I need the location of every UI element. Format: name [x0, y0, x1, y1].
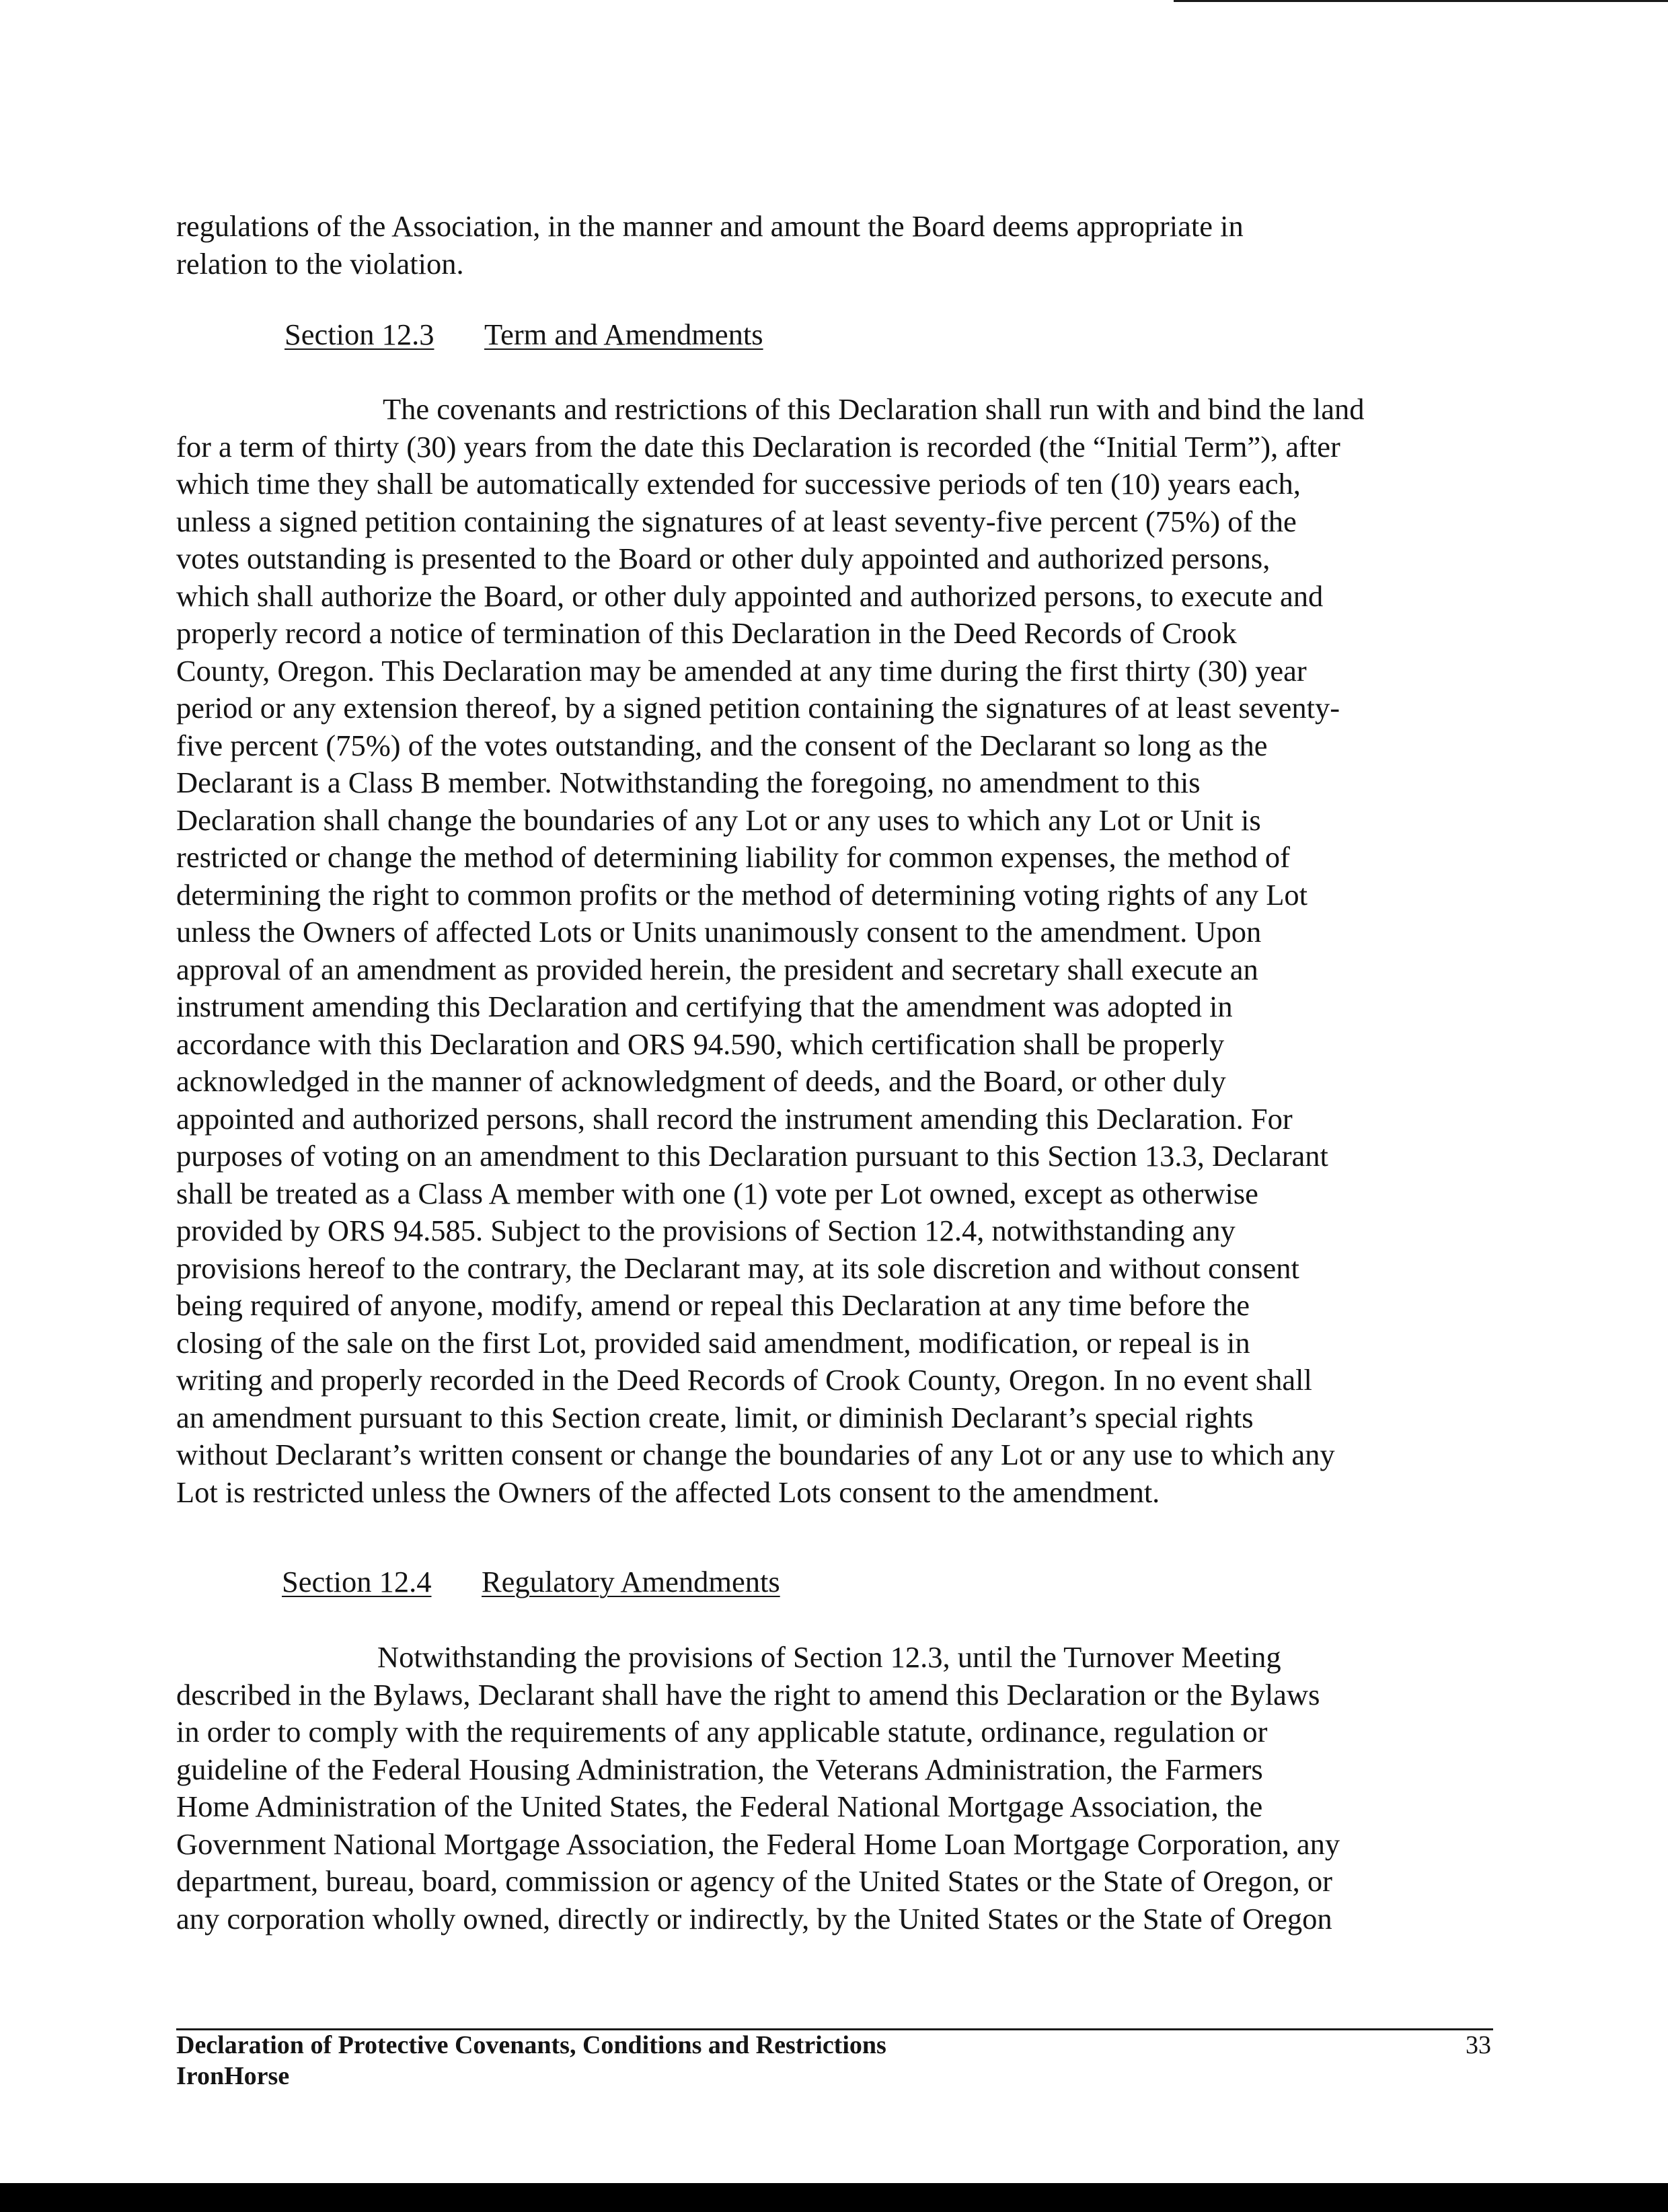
text-line: determining the right to common profits or the method of determining voting rights of any Lot	[176, 877, 1308, 912]
text-line: in order to comply with the requirements of any applicable statute, ordinance, regulation or	[176, 1715, 1268, 1748]
text-line: period or any extension thereof, by a signed petition containing the signatures of at least seventy-	[176, 691, 1340, 725]
text-line: Notwithstanding the provisions of Section 12.3, until the Turnover Meeting	[377, 1640, 1281, 1674]
section-12-3-heading	[285, 316, 763, 353]
text-line: Declarant is a Class B member. Notwithstanding the foregoing, no amendment to this	[176, 766, 1201, 799]
text-line: any corporation wholly owned, directly or indirectly, by the United States or the State of Oregon	[176, 1901, 1332, 1936]
text-line: approval of an amendment as provided herein, the president and secretary shall execute an	[176, 952, 1258, 986]
text-line: provided by ORS 94.585. Subject to the provisions of Section 12.4, notwithstanding any	[176, 1214, 1236, 1247]
text-line: closing of the sale on the first Lot, provided said amendment, modification, or repeal is in	[176, 1325, 1250, 1360]
text-line: for a term of thirty (30) years from the date this Declaration is recorded (the “Initial Term”), after	[176, 429, 1340, 464]
text-line: which time they shall be automatically extended for successive periods of ten (10) years each,	[176, 467, 1301, 501]
page-number: 33	[1466, 2031, 1491, 2059]
text-line: five percent (75%) of the votes outstanding, and the consent of the Declarant so long as the	[176, 728, 1268, 762]
intro-paragraph	[176, 208, 1244, 283]
text-line: appointed and authorized persons, shall record the instrument amending this Declaration. For	[176, 1101, 1293, 1136]
text-line: instrument amending this Declaration and certifying that the amendment was adopted in	[176, 990, 1233, 1023]
text-line: relation to the violation.	[176, 246, 464, 281]
section-12-4-heading	[282, 1563, 780, 1600]
text-line: shall be treated as a Class A member with one (1) vote per Lot owned, except as otherwise	[176, 1176, 1258, 1210]
text-line: an amendment pursuant to this Section create, limit, or diminish Declarant’s special rights	[176, 1400, 1254, 1434]
text-line: guideline of the Federal Housing Administration, the Veterans Administration, the Farmers	[176, 1752, 1263, 1786]
text-line: Home Administration of the United States, the Federal National Mortgage Association, the	[176, 1790, 1263, 1823]
text-line: Lot is restricted unless the Owners of the affected Lots consent to the amendment.	[176, 1475, 1160, 1509]
scan-bottom-edge-band	[0, 2183, 1668, 2212]
text-line: regulations of the Association, in the manner and amount the Board deems appropriate in	[176, 209, 1244, 243]
text-line: votes outstanding is presented to the Board or other duly appointed and authorized persons,	[176, 542, 1271, 575]
text-line: unless the Owners of affected Lots or Units unanimously consent to the amendment. Upon	[176, 915, 1262, 949]
text-line: described in the Bylaws, Declarant shall have the right to amend this Declaration or the Bylaws	[176, 1677, 1320, 1711]
text-line: unless a signed petition containing the signatures of at least seventy-five percent (75%) of the	[176, 504, 1297, 538]
text-line: County, Oregon. This Declaration may be amended at any time during the first thirty (30) year	[176, 653, 1307, 688]
text-line: The covenants and restrictions of this Declaration shall run with and bind the land	[383, 392, 1365, 426]
text-line: accordance with this Declaration and ORS 94.590, which certification shall be properly	[176, 1027, 1225, 1061]
section-12-4-title: Regulatory Amendments	[482, 1565, 780, 1598]
text-line: acknowledged in the manner of acknowledgment of deeds, and the Board, or other duly	[176, 1064, 1226, 1098]
section-12-4-body	[176, 1639, 1340, 1938]
footer-project-name: IronHorse	[176, 2062, 290, 2090]
section-12-3-number: Section 12.3	[285, 318, 434, 351]
section-12-3-body	[176, 391, 1364, 1511]
text-line: Government National Mortgage Association, the Federal Home Loan Mortgage Corporation, any	[176, 1827, 1340, 1861]
text-line: writing and properly recorded in the Deed Records of Crook County, Oregon. In no event shall	[176, 1363, 1312, 1397]
text-line: purposes of voting on an amendment to this Declaration pursuant to this Section 13.3, Declarant	[176, 1139, 1328, 1173]
footer-document-title: Declaration of Protective Covenants, Conditions and Restrictions	[176, 2031, 886, 2059]
text-line: which shall authorize the Board, or other duly appointed and authorized persons, to execute and	[176, 579, 1324, 613]
text-line: properly record a notice of termination of this Declaration in the Deed Records of Crook	[176, 616, 1237, 650]
text-line: restricted or change the method of determining liability for common expenses, the method of	[176, 840, 1290, 874]
text-line: Declaration shall change the boundaries of any Lot or any uses to which any Lot or Unit is	[176, 803, 1261, 837]
text-line: without Declarant’s written consent or change the boundaries of any Lot or any use to which any	[176, 1438, 1335, 1471]
text-line: being required of anyone, modify, amend or repeal this Declaration at any time before the	[176, 1288, 1250, 1322]
section-12-3-title: Term and Amendments	[484, 318, 763, 351]
section-12-4-number: Section 12.4	[282, 1565, 432, 1598]
text-line: department, bureau, board, commission or agency of the United States or the State of Oregon, or	[176, 1864, 1332, 1898]
text-line: provisions hereof to the contrary, the Declarant may, at its sole discretion and without consent	[176, 1251, 1299, 1285]
scan-top-edge-line	[1174, 0, 1668, 2]
